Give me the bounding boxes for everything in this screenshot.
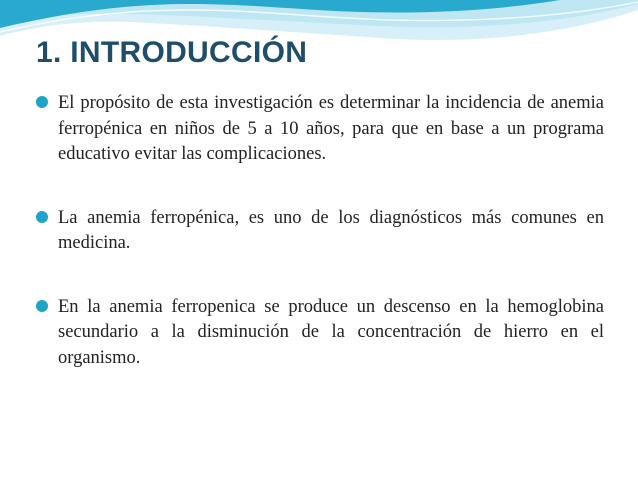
bullet-item [34,91,604,168]
bullet-item [34,206,604,257]
bullet-text: El propósito de esta investigación es determinar la incidencia de anemia ferropénica en niños de 5 a 10 años, para que en base a un programa educativo evitar las complicaciones. [58,93,604,164]
bullet-list [34,91,604,371]
bullet-dot-icon [36,211,48,223]
bullet-text: La anemia ferropénica, es uno de los diagnósticos más comunes en medicina. [58,207,604,253]
bullet-dot-icon [36,300,48,312]
bullet-dot-icon [36,96,48,108]
bullet-item [34,295,604,372]
bullet-text: En la anemia ferropenica se produce un descenso en la hemoglobina secundario a la disminución de la concentración de hierro en el organismo. [58,296,604,368]
slide-title: 1. INTRODUCCIÓN [36,36,308,69]
